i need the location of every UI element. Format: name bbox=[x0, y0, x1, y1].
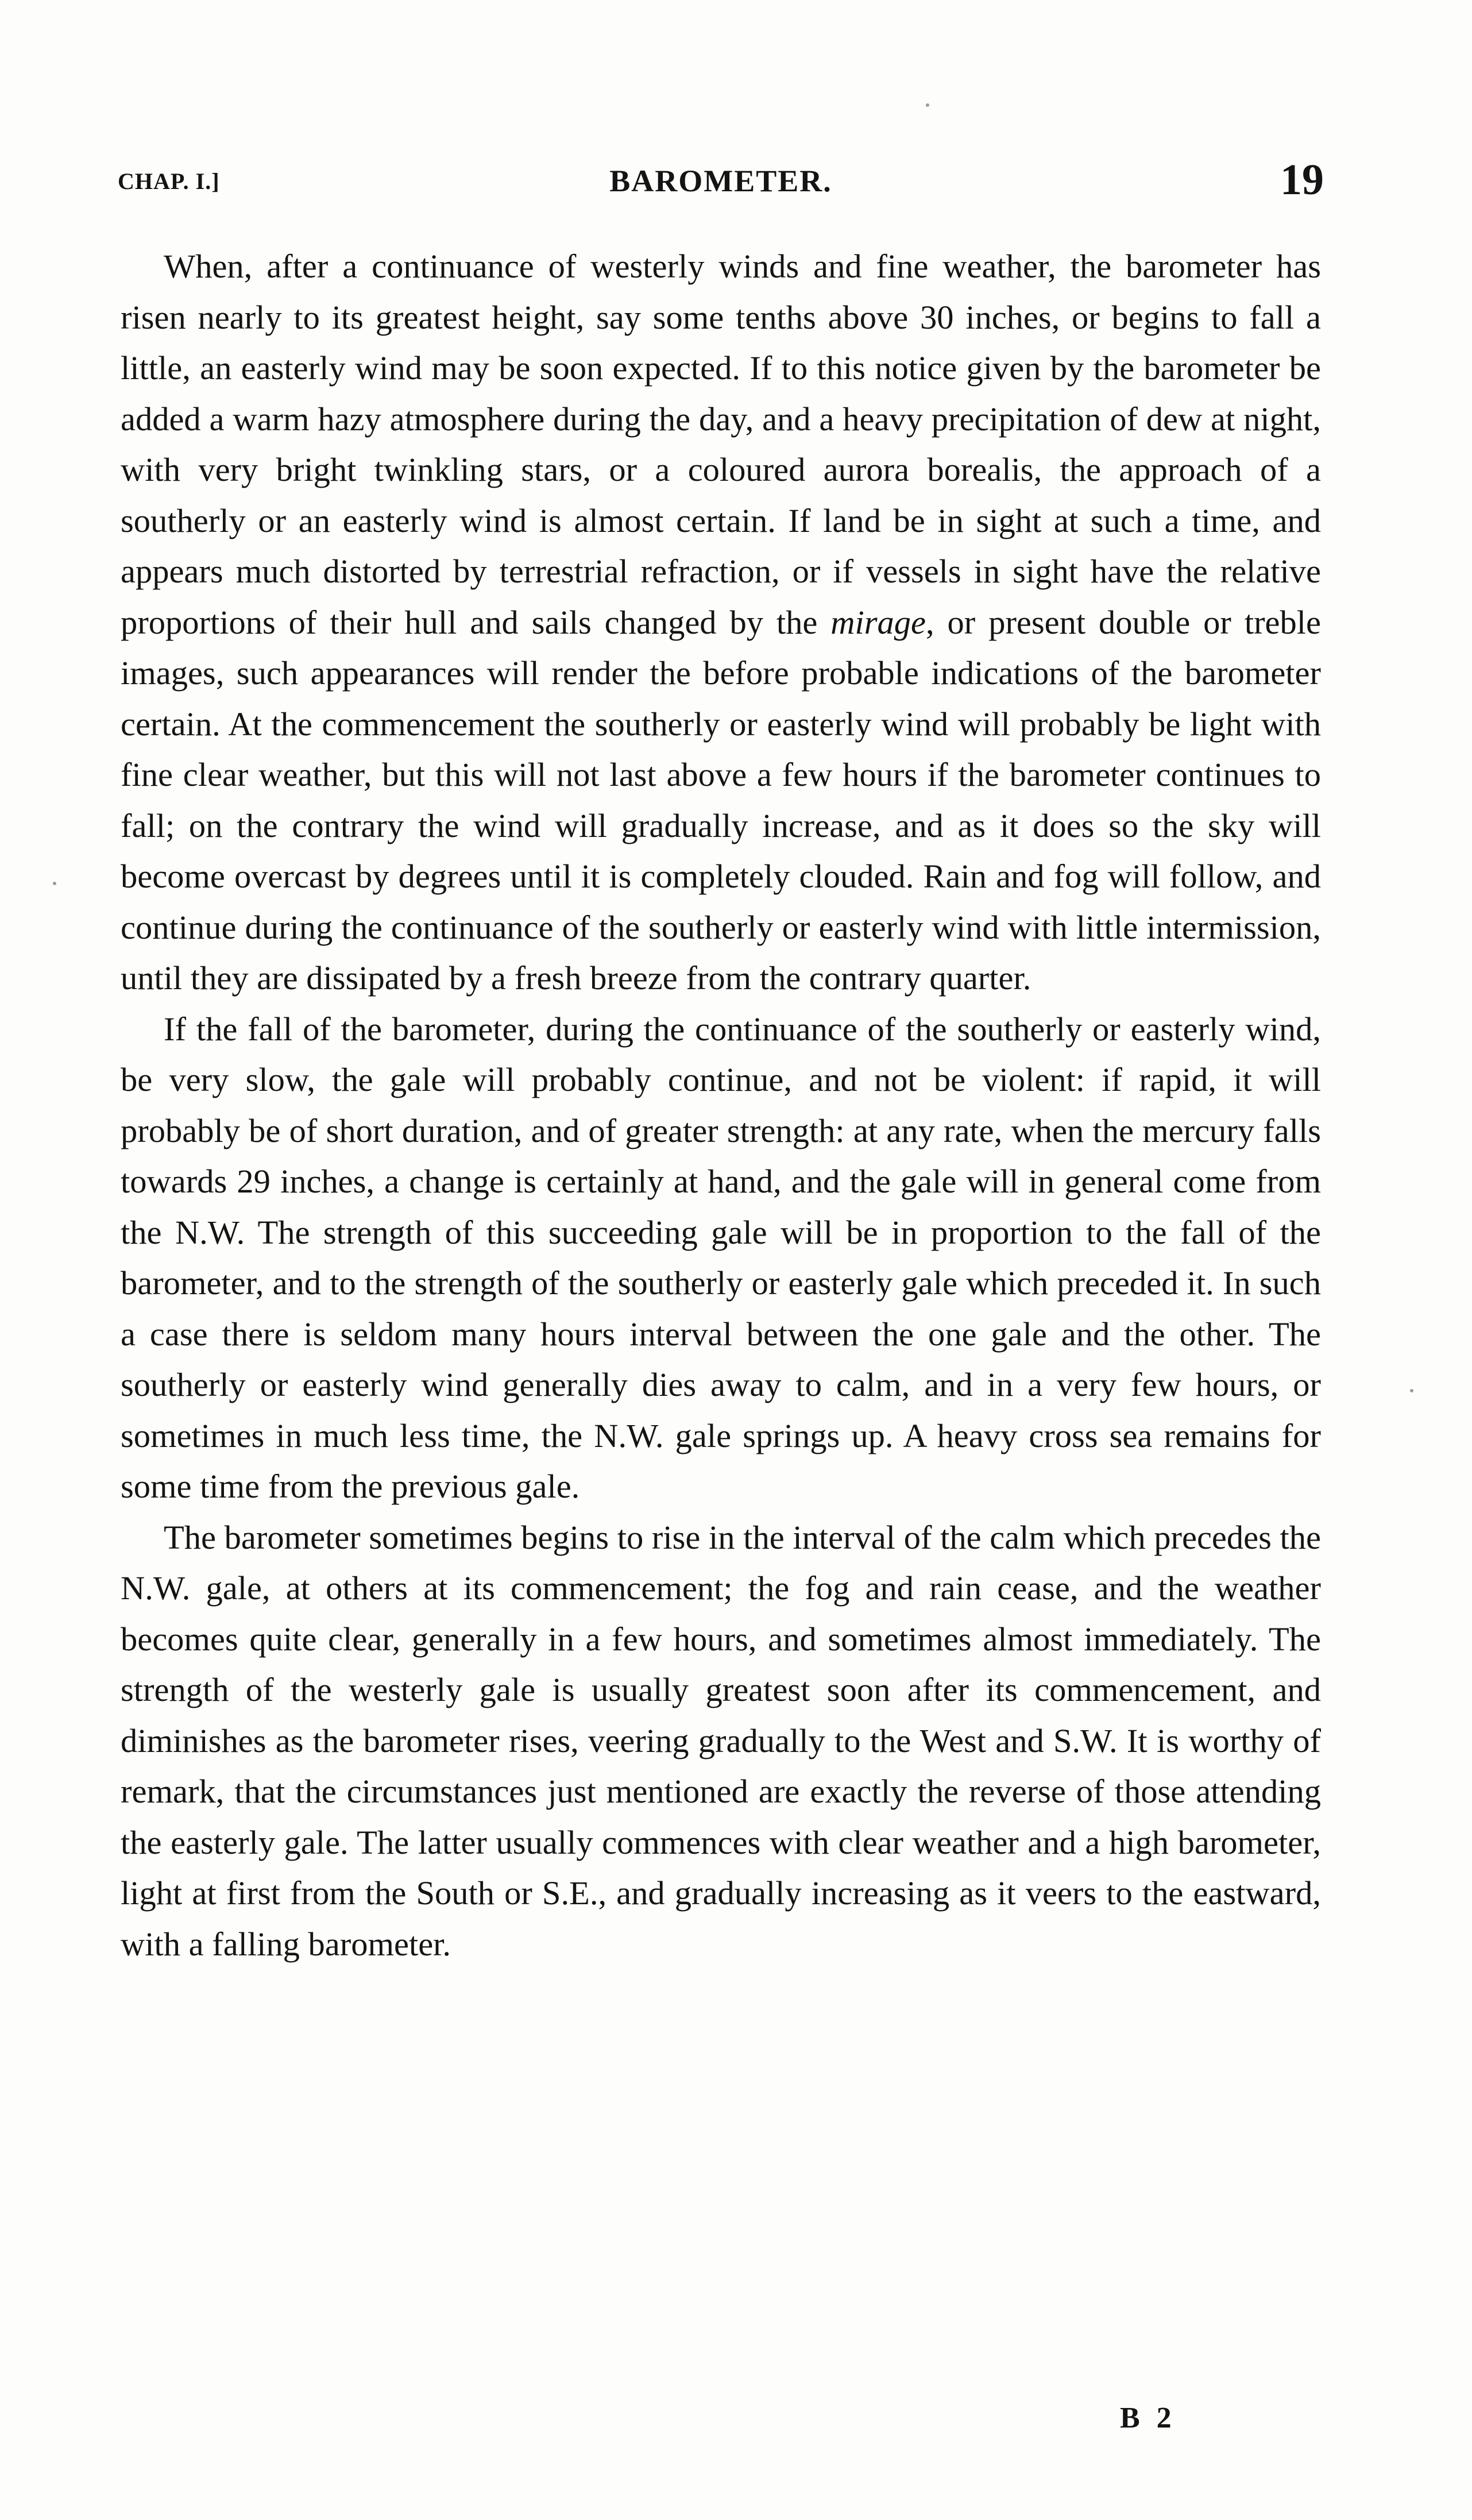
paper-speck bbox=[926, 103, 929, 107]
signature-mark: B 2 bbox=[1120, 2402, 1176, 2434]
chapter-marker: CHAP. I.] bbox=[118, 168, 220, 194]
text-segment: , or present double or treble images, such appearances will render the before probable indications of the barometer certain. At the commencement the southerly or easterly wind will probably be light with fine clear weather, but this will not last above a few hours if the barometer continues to fall; on the contrary the wind will gradually increase, and as it does so the sky will become overcast by degrees until it is completely clouded. Rain and fog will follow, and continue during the continuance of the southerly or easterly wind with little intermission, until they are dissipated by a fresh breeze from the contrary quarter. bbox=[121, 603, 1321, 997]
text-segment: When, after a continuance of westerly winds and fine weather, the barometer has risen nearly to its greatest height, say some tenths above 30 inches, or begins to fall a little, an easterly wind may be soon expected. If to this notice given by the barometer be added a warm hazy atmosphere during the day, and a heavy precipitation of dew at night, with very bright twinkling stars, or a coloured aurora borealis, the approach of a southerly or an easterly wind is almost certain. If land be in sight at such a time, and appears much distorted by terrestrial refraction, or if vessels in sight have the relative proportions of their hull and sails changed by the bbox=[121, 248, 1321, 641]
paper-speck bbox=[53, 882, 56, 885]
italic-term-mirage: mirage bbox=[830, 603, 926, 641]
paragraph-3 bbox=[121, 1512, 1321, 1970]
text-segment: The barometer sometimes begins to rise in the interval of the calm which precedes the N.W. gale, at others at its commencement; the fog and rain cease, and the weather becomes quite clear, generally in a few hours, and sometimes almost immediately. The strength of the westerly gale is usually greatest soon after its commencement, and diminishes as the barometer rises, veering gradually to the West and S.W. It is worthy of remark, that the circumstances just mentioned are exactly the reverse of those attending the easterly gale. The latter usually commences with clear weather and a high barometer, light at first from the South or S.E., and gradually increasing as it veers to the eastward, with a falling barometer. bbox=[121, 1518, 1321, 1963]
page-number: 19 bbox=[1280, 156, 1324, 204]
page-title: BAROMETER. bbox=[609, 164, 832, 198]
paragraph-2 bbox=[121, 1004, 1321, 1512]
text-segment: If the fall of the barometer, during the continuance of the southerly or easterly wind, be very slow, the gale will probably continue, and not be violent: if rapid, it will probably be of short duration, and of greater strength: at any rate, when the mercury falls towards 29 inches, a change is certainly at hand, and the gale will in general come from the N.W. The strength of this succeeding gale will be in proportion to the fall of the barometer, and to the strength of the southerly or easterly gale which preceded it. In such a case there is seldom many hours interval between the one gale and the other. The southerly or easterly wind generally dies away to calm, and in a very few hours, or sometimes in much less time, the N.W. gale springs up. A heavy cross sea remains for some time from the previous gale. bbox=[121, 1010, 1321, 1505]
body-text bbox=[121, 241, 1321, 1970]
paper-speck bbox=[1410, 1389, 1413, 1392]
running-head bbox=[118, 155, 1324, 207]
paragraph-1 bbox=[121, 241, 1321, 1004]
